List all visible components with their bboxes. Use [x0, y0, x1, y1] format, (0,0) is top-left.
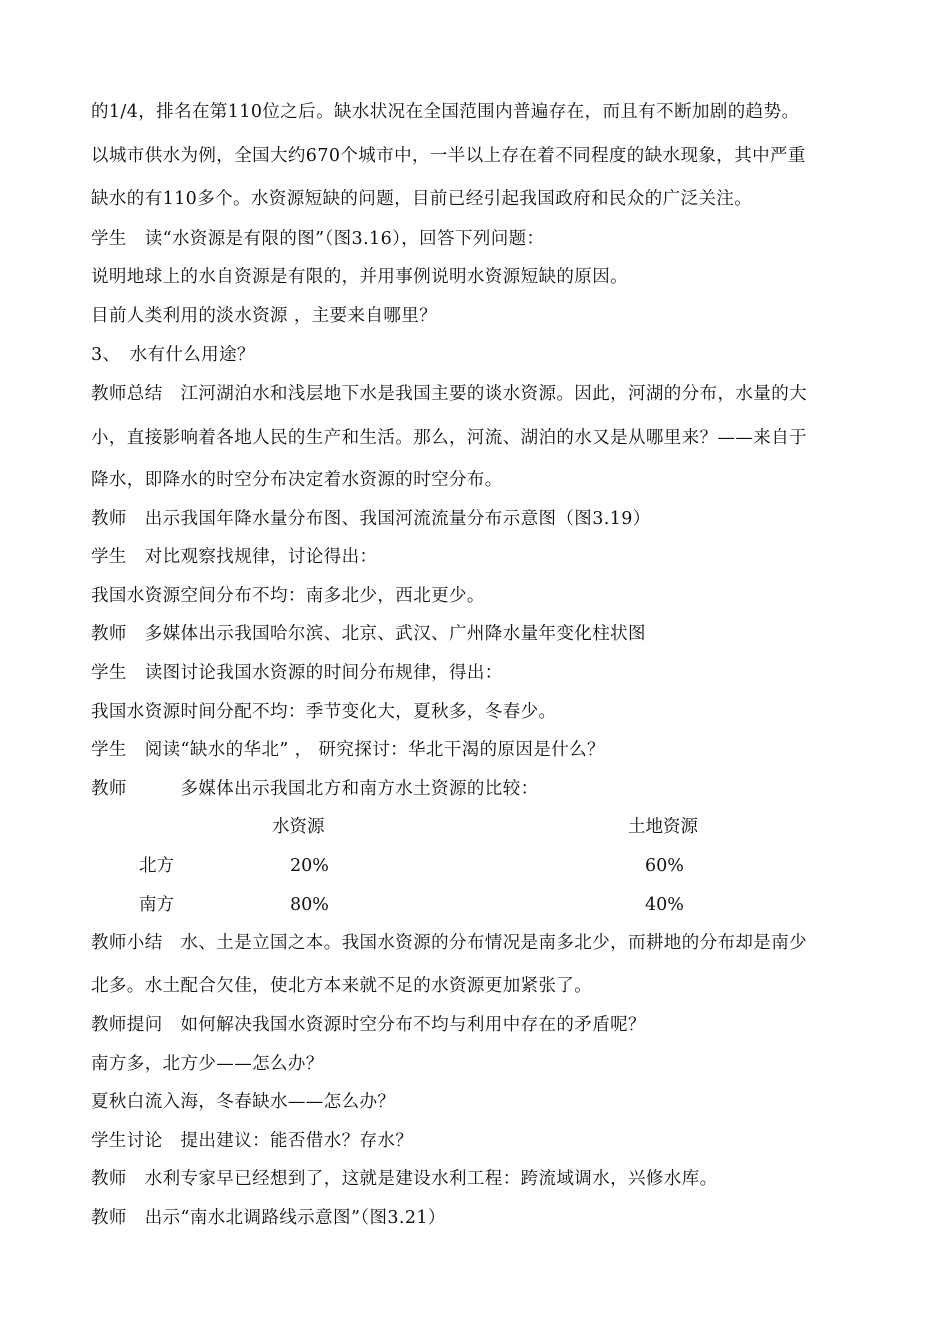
table-header-land: 土地资源	[628, 817, 698, 837]
text-line: 降水，即降水的时空分布决定着水资源的时空分布。	[91, 470, 503, 490]
text-line: 教师总结 江河湖泊水和浅层地下水是我国主要的谈水资源。因此，河湖的分布，水量的大	[91, 384, 807, 404]
text-line: 教师 水利专家早已经想到了，这就是建设水利工程：跨流域调水，兴修水库。	[91, 1169, 718, 1189]
text-line: 学生 阅读“缺水的华北” ， 研究探讨：华北干渴的原因是什么？	[91, 740, 605, 760]
table-row-region: 北方	[139, 856, 174, 876]
text-line: 缺水的有110多个。水资源短缺的问题，目前已经引起我国政府和民众的广泛关注。	[91, 189, 753, 209]
table-header-water: 水资源	[272, 817, 325, 837]
text-line: 学生 对比观察找规律，讨论得出：	[91, 547, 378, 567]
table-cell-land: 60%	[645, 856, 684, 876]
text-line: 学生讨论 提出建议：能否借水？存水？	[91, 1131, 414, 1151]
text-line: 学生 读“水资源是有限的图”（图3.16），回答下列问题：	[91, 229, 545, 249]
text-line: 3、 水有什么用途？	[91, 345, 255, 365]
text-line: 的1/4，排名在第110位之后。缺水状况在全国范围内普遍存在，而且有不断加剧的趋势。	[91, 102, 800, 122]
text-line: 夏秋白流入海，冬春缺水——怎么办？	[91, 1092, 396, 1112]
text-line: 北多。水土配合欠佳，使北方本来就不足的水资源更加紧张了。	[91, 976, 593, 996]
text-line: 教师 多媒体出示我国哈尔滨、北京、武汉、广州降水量年变化柱状图	[91, 624, 646, 644]
table-row-region: 南方	[139, 895, 174, 915]
text-line: 小，直接影响着各地人民的生产和生活。那么，河流、湖泊的水又是从哪里来？——来自于	[91, 428, 807, 448]
text-line: 教师小结 水、土是立国之本。我国水资源的分布情况是南多北少，而耕地的分布却是南少	[91, 933, 807, 953]
text-line: 教师提问 如何解决我国水资源时空分布不均与利用中存在的矛盾呢？	[91, 1015, 646, 1035]
text-line: 目前人类利用的淡水资源 ，主要来自哪里？	[91, 306, 438, 326]
table-cell-water: 80%	[290, 895, 329, 915]
text-line: 教师 出示“南水北调路线示意图”（图3.21）	[91, 1208, 446, 1228]
text-line: 学生 读图讨论我国水资源的时间分布规律，得出：	[91, 663, 503, 683]
text-line: 说明地球上的水自资源是有限的，并用事例说明水资源短缺的原因。	[91, 267, 628, 287]
text-line: 我国水资源时间分配不均：季节变化大，夏秋多，冬春少。	[91, 702, 557, 722]
table-cell-water: 20%	[290, 856, 329, 876]
text-line: 以城市供水为例，全国大约670个城市中，一半以上存在着不同程度的缺水现象，其中严重	[91, 146, 806, 166]
text-line: 教师 出示我国年降水量分布图、我国河流流量分布示意图（图3.19）	[91, 509, 651, 529]
text-line: 南方多，北方少——怎么办？	[91, 1054, 324, 1074]
table-cell-land: 40%	[645, 895, 684, 915]
text-line: 教师 多媒体出示我国北方和南方水土资源的比较：	[91, 779, 539, 799]
text-line: 我国水资源空间分布不均：南多北少，西北更少。	[91, 586, 485, 606]
